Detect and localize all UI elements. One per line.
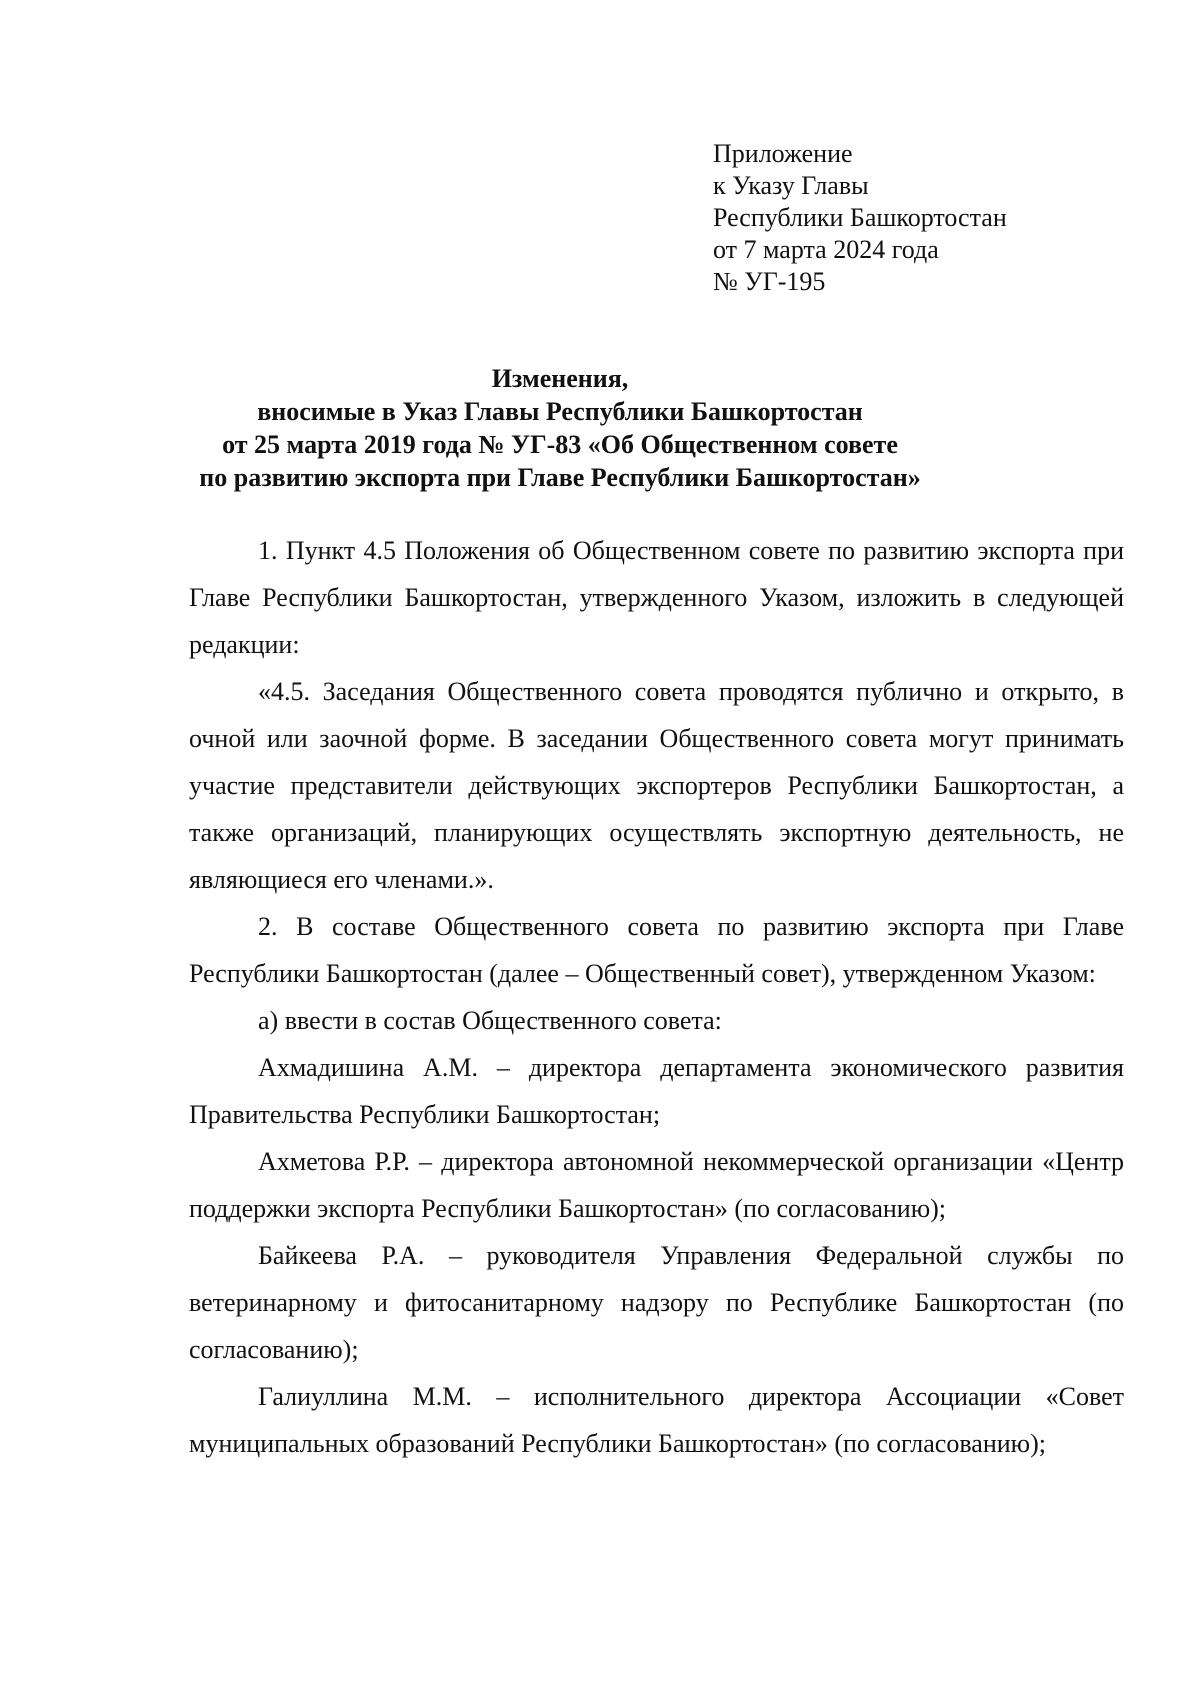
- member-entry: Ахметова Р.Р. – директора автономной некоммерческой организации «Центр поддержки экспорта Республики Башкортостан» (по согласованию);: [189, 1147, 1124, 1223]
- member-entry: Галиуллина М.М. – исполнительного директора Ассоциации «Совет муниципальных образований Республики Башкортостан» (по согласованию);: [189, 1382, 1124, 1458]
- appendix-line: Приложение: [713, 139, 853, 168]
- appendix-line: № УГ-195: [713, 267, 826, 296]
- member-entry: Ахмадишина А.М. – директора департамента экономического развития Правительства Республики Башкортостан;: [189, 1053, 1124, 1129]
- paragraph-item-2: 2. В составе Общественного совета по развитию экспорта при Главе Республики Башкортостан (далее – Общественный совет), утвержденном Указом:: [189, 912, 1124, 988]
- document-title: [170, 362, 950, 494]
- appendix-header: [713, 138, 1007, 298]
- member-entry: Байкеева Р.А. – руководителя Управления Федеральной службы по ветеринарному и фитосанитарному надзору по Республике Башкортостан (по согласованию);: [189, 1241, 1124, 1364]
- title-line: вносимые в Указ Главы Республики Башкортостан: [257, 397, 863, 426]
- title-line: от 25 марта 2019 года № УГ-83 «Об Общественном совете: [222, 430, 898, 459]
- appendix-line: от 7 марта 2024 года: [713, 235, 939, 264]
- appendix-line: к Указу Главы: [713, 171, 869, 200]
- paragraph-item-1: 1. Пункт 4.5 Положения об Общественном совете по развитию экспорта при Главе Республики Башкортостан, утвержденного Указом, изложить в следующей редакции:: [189, 536, 1124, 659]
- paragraph-quoted-4-5: «4.5. Заседания Общественного совета проводятся публично и открыто, в очной или заочной форме. В заседании Общественного совета могут принимать участие представители действующих экспортеров Республики Башкортостан, а также организаций, планирующих осуществлять экспортную деятельность, не являющиеся его членами.».: [189, 677, 1124, 894]
- document-body: [189, 527, 1124, 1467]
- title-line: по развитию экспорта при Главе Республики Башкортостан»: [199, 463, 921, 492]
- title-line: Изменения,: [491, 364, 629, 393]
- appendix-line: Республики Башкортостан: [713, 203, 1007, 232]
- paragraph-subitem-a: а) ввести в состав Общественного совета:: [258, 1006, 722, 1035]
